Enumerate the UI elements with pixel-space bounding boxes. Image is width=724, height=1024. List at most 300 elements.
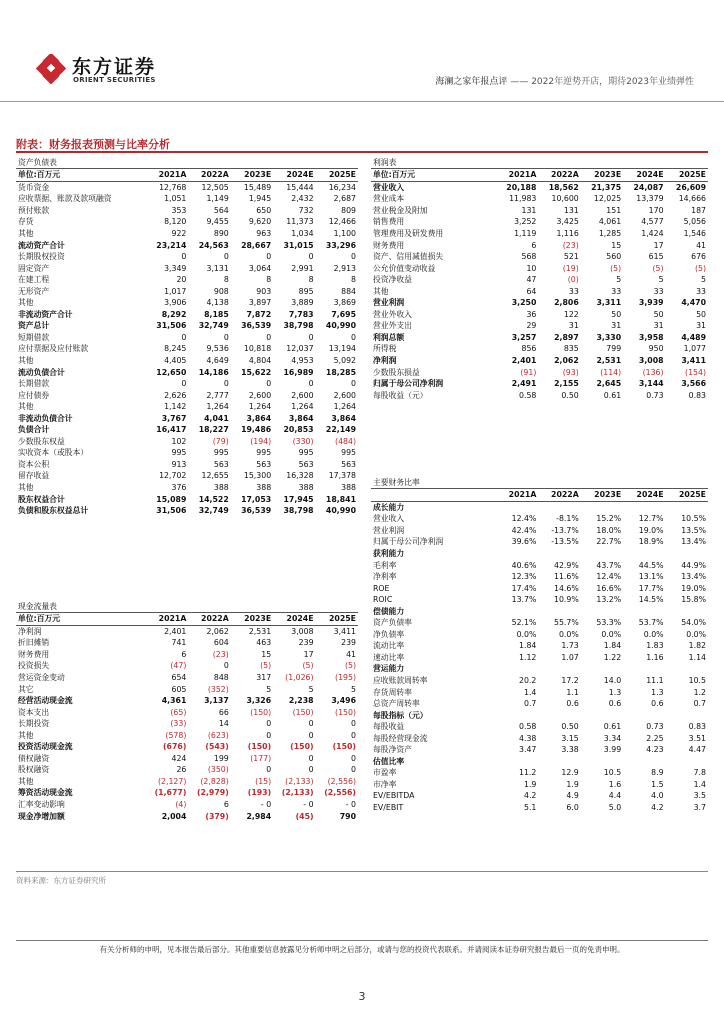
row-label: 应付票据及应付账款: [18, 344, 89, 354]
year-header: 2021A: [146, 169, 188, 182]
table-row: [16, 181, 358, 193]
row-label: 公允价值变动收益: [373, 263, 436, 273]
table-row: [371, 663, 708, 675]
balance-sheet-table: [16, 156, 358, 516]
value-cell: 12,768: [159, 182, 187, 192]
value-cell: 17,378: [328, 471, 356, 481]
row-label: 债权融资: [18, 753, 50, 763]
value-cell: 17,945: [283, 494, 314, 504]
unit-label: [371, 489, 496, 502]
logo-chinese-text: 东方证券: [72, 56, 157, 78]
value-cell: 24,563: [198, 240, 229, 250]
value-cell: 7,695: [331, 309, 356, 319]
value-cell: 0: [308, 765, 314, 775]
value-cell: 4.4: [608, 791, 622, 801]
value-cell: 26: [176, 765, 187, 775]
row-label: 在建工程: [18, 275, 50, 285]
table-title: 资产负债表: [18, 157, 57, 167]
row-label: 现金净增加额: [18, 811, 65, 821]
year-header: 2023E: [231, 169, 273, 182]
value-cell: (1,026): [285, 673, 314, 682]
table-row: [16, 389, 358, 401]
header-divider: [0, 101, 724, 102]
value-cell: (578): [165, 730, 187, 740]
row-label: 其他: [18, 730, 34, 740]
year-header: 2022A: [538, 169, 580, 182]
table-row: [16, 787, 358, 799]
value-cell: 3.99: [603, 745, 622, 755]
value-cell: 1.12: [519, 652, 537, 662]
value-cell: 31,506: [156, 506, 187, 516]
value-cell: 604: [213, 638, 229, 648]
value-cell: 29: [526, 321, 537, 331]
value-cell: 3,411: [681, 356, 706, 366]
value-cell: 0: [181, 252, 187, 262]
value-cell: 1,264: [206, 402, 229, 412]
value-cell: 10,600: [551, 194, 579, 204]
value-cell: 0: [266, 765, 272, 775]
table-row: [371, 332, 708, 344]
value-cell: 1,264: [248, 402, 272, 412]
value-cell: 15,489: [243, 182, 272, 192]
value-cell: 3,496: [331, 696, 356, 706]
table-row: [16, 424, 358, 436]
value-cell: (1,677): [154, 788, 187, 798]
value-cell: 564: [213, 205, 229, 215]
year-header: 2025E: [316, 169, 358, 182]
year-header: 2024E: [623, 489, 665, 502]
year-header: 2024E: [273, 613, 315, 626]
value-cell: 0.6: [651, 699, 664, 709]
value-cell: 42.9%: [554, 560, 579, 570]
value-cell: (154): [685, 367, 706, 377]
value-cell: 3,425: [556, 217, 579, 227]
value-cell: (65): [170, 707, 187, 717]
value-cell: 8,292: [161, 309, 187, 319]
row-label: 存货周转率: [373, 687, 412, 697]
value-cell: 13.1%: [638, 572, 664, 582]
table-row: [16, 625, 358, 637]
value-cell: 4,470: [681, 298, 706, 308]
value-cell: 12.4%: [596, 572, 622, 582]
value-cell: 9,455: [206, 217, 229, 227]
value-cell: 0.83: [688, 390, 706, 400]
value-cell: 17.2: [561, 676, 579, 686]
value-cell: 563: [213, 459, 229, 469]
value-cell: 8,120: [164, 217, 187, 227]
value-cell: 563: [298, 459, 314, 469]
table-row: [371, 548, 708, 560]
row-label: 负债合计: [18, 425, 50, 435]
value-cell: 2,531: [596, 356, 622, 366]
value-cell: [538, 709, 580, 721]
cash-flow-table: [16, 600, 358, 822]
row-label: 投资净收益: [373, 275, 412, 285]
value-cell: 8: [351, 275, 356, 285]
empty-cell: [538, 476, 580, 489]
value-cell: 3,064: [248, 263, 272, 273]
value-cell: 4,953: [291, 356, 314, 366]
empty-cell: [538, 156, 580, 169]
row-label: 每股指标（元）: [373, 710, 428, 720]
value-cell: 14.6%: [554, 583, 579, 593]
value-cell: 32,749: [198, 506, 229, 516]
source-note: 资料来源：东方证券研究所: [16, 876, 106, 885]
value-cell: 8: [266, 275, 272, 285]
row-label: 长期借款: [18, 379, 50, 389]
row-label: 无形资产: [18, 286, 50, 296]
value-cell: 8.9: [651, 768, 664, 778]
value-cell: 0: [351, 765, 356, 775]
empty-cell: [496, 476, 538, 489]
value-cell: 20: [176, 275, 187, 285]
table-row: [371, 285, 708, 297]
row-label: 资本支出: [18, 707, 50, 717]
table-header-row: [16, 169, 358, 182]
value-cell: 1,100: [333, 229, 356, 238]
row-label: 每股收益: [373, 722, 405, 732]
value-cell: 18,285: [325, 367, 356, 377]
table-row: [16, 309, 358, 321]
value-cell: 44.9%: [681, 560, 706, 570]
value-cell: 19.0%: [681, 583, 706, 593]
value-cell: 13.4%: [681, 537, 706, 547]
row-label: 营运资金变动: [18, 673, 65, 682]
row-label: 应收票据、账款及款项融资: [18, 194, 112, 204]
empty-cell: [666, 476, 708, 489]
year-header: 2022A: [188, 613, 230, 626]
value-cell: 12.7%: [638, 514, 664, 524]
empty-cell: [316, 600, 358, 613]
row-label: EV/EBITDA: [373, 791, 415, 801]
value-cell: 0.6: [608, 699, 622, 709]
value-cell: -13.5%: [551, 537, 579, 547]
value-cell: 5: [616, 275, 622, 285]
value-cell: 0.0%: [643, 629, 664, 639]
value-cell: (150): [332, 742, 356, 752]
value-cell: 3,252: [514, 217, 537, 227]
table-row: [16, 332, 358, 344]
value-cell: - 0: [303, 800, 314, 810]
value-cell: 5: [351, 684, 356, 694]
value-cell: 38,798: [283, 321, 314, 331]
table-title-row: [16, 600, 358, 613]
value-cell: 14.0: [603, 676, 622, 686]
row-label: 管理费用及研发费用: [373, 229, 444, 238]
value-cell: 1.2: [693, 687, 706, 697]
value-cell: (2,133): [285, 776, 314, 786]
value-cell: 908: [213, 286, 229, 296]
value-cell: 41: [696, 240, 706, 250]
value-cell: 20,188: [506, 182, 537, 192]
value-cell: 4,138: [206, 298, 229, 308]
table-row: [371, 675, 708, 687]
value-cell: 2,806: [554, 298, 579, 308]
value-cell: 0: [223, 332, 229, 342]
row-label: 其他: [18, 483, 34, 493]
table-row: [371, 262, 708, 274]
value-cell: (194): [250, 436, 272, 446]
value-cell: 12,037: [286, 344, 314, 354]
value-cell: 3,250: [511, 298, 537, 308]
value-cell: 2,991: [291, 263, 314, 273]
value-cell: 0.0%: [558, 629, 579, 639]
disclaimer-text: 有关分析师的申明，见本报告最后部分。其他重要信息披露见分析师申明之后部分，或请与您的投资代表联系。并请阅读本证券研究报告最后一页的免责申明。: [99, 945, 625, 954]
unit-label: 单位:百万元: [16, 613, 146, 626]
table-row: [371, 205, 708, 217]
value-cell: 19.0%: [638, 525, 664, 535]
value-cell: 1.07: [561, 652, 579, 662]
value-cell: 4,649: [206, 356, 229, 366]
value-cell: [623, 501, 665, 513]
value-cell: 1.9: [566, 779, 579, 789]
value-cell: 10.5%: [681, 514, 706, 524]
table-row: [371, 732, 708, 744]
value-cell: 799: [606, 344, 622, 354]
value-cell: 2.25: [646, 733, 664, 743]
value-cell: 122: [563, 309, 579, 319]
row-label: 非流动资产合计: [18, 309, 73, 319]
table-row: [16, 672, 358, 684]
value-cell: 12.9: [561, 768, 579, 778]
value-cell: 18,841: [325, 494, 356, 504]
value-cell: 18.0%: [596, 525, 622, 535]
value-cell: 3,939: [638, 298, 664, 308]
row-label: 成长能力: [373, 502, 405, 512]
value-cell: 1.6: [608, 779, 622, 789]
unit-label: 单位:百万元: [16, 169, 146, 182]
row-label: 投资损失: [18, 661, 50, 671]
value-cell: 21,375: [591, 182, 622, 192]
value-cell: 3,864: [331, 413, 356, 423]
value-cell: (177): [250, 753, 272, 763]
row-label: 资产、信用减值损失: [373, 252, 444, 262]
value-cell: 64: [526, 286, 537, 296]
table-header-row: [371, 489, 708, 502]
value-cell: 16,989: [283, 367, 314, 377]
value-cell: (543): [205, 742, 229, 752]
value-cell: 7.8: [693, 768, 706, 778]
value-cell: [623, 709, 665, 721]
value-cell: 1.14: [688, 652, 706, 662]
empty-cell: [666, 156, 708, 169]
table-row: [371, 389, 708, 401]
row-label: EV/EBIT: [373, 803, 404, 813]
value-cell: 424: [171, 753, 187, 763]
value-cell: 388: [256, 483, 272, 493]
value-cell: 44.5%: [638, 560, 664, 570]
value-cell: 388: [213, 483, 229, 493]
value-cell: [538, 501, 580, 513]
row-label: 实收资本（或股本）: [18, 448, 89, 458]
row-label: 归属于母公司净利润: [373, 537, 444, 547]
value-cell: 0.58: [519, 722, 537, 732]
value-cell: 890: [213, 229, 229, 238]
year-header: 2025E: [316, 613, 358, 626]
value-cell: [538, 756, 580, 768]
value-cell: (193): [247, 788, 272, 798]
value-cell: [666, 709, 708, 721]
value-cell: 14: [218, 719, 229, 729]
value-cell: 4.9: [566, 791, 579, 801]
value-cell: 5,092: [333, 356, 356, 366]
table-row: [16, 285, 358, 297]
table-row: [16, 228, 358, 240]
value-cell: 0.7: [693, 699, 706, 709]
value-cell: 102: [171, 436, 187, 446]
value-cell: 11.2: [519, 768, 537, 778]
value-cell: [538, 548, 580, 560]
value-cell: 0: [266, 730, 272, 740]
row-label: 营业外支出: [373, 321, 412, 331]
row-label: 净利润: [373, 356, 397, 366]
value-cell: 8: [223, 275, 229, 285]
value-cell: - 0: [260, 800, 272, 810]
value-cell: 1.82: [688, 641, 706, 651]
table-row: [371, 605, 708, 617]
value-cell: 1.4: [523, 687, 537, 697]
value-cell: 53.7%: [638, 618, 664, 628]
value-cell: 353: [171, 205, 187, 215]
row-label: 净负债率: [373, 629, 405, 639]
value-cell: [581, 605, 623, 617]
year-header: 2023E: [581, 169, 623, 182]
value-cell: 2,984: [246, 811, 272, 821]
disclaimer-divider: [16, 940, 708, 941]
value-cell: (5): [694, 263, 706, 273]
value-cell: 5.1: [523, 803, 537, 813]
value-cell: 12,505: [201, 182, 229, 192]
table-row: [16, 239, 358, 251]
value-cell: 1,119: [514, 229, 537, 238]
value-cell: (5): [344, 661, 356, 671]
value-cell: 5: [266, 684, 272, 694]
empty-cell: [316, 156, 358, 169]
row-label: 其他: [18, 402, 34, 412]
value-cell: [666, 663, 708, 675]
table-row: [371, 513, 708, 525]
value-cell: 563: [341, 459, 356, 469]
value-cell: [581, 501, 623, 513]
value-cell: 0.0%: [686, 629, 706, 639]
value-cell: [666, 756, 708, 768]
empty-cell: [146, 600, 188, 613]
value-cell: 3.38: [561, 745, 579, 755]
table-row: [16, 799, 358, 811]
value-cell: 2,432: [291, 194, 314, 204]
value-cell: 0: [223, 379, 229, 389]
year-header: 2025E: [666, 169, 708, 182]
value-cell: 3.15: [561, 733, 579, 743]
value-cell: 3.7: [693, 803, 706, 813]
value-cell: 963: [256, 229, 272, 238]
value-cell: 0.0%: [601, 629, 622, 639]
empty-cell: [581, 156, 623, 169]
value-cell: 1.73: [561, 641, 579, 651]
table-row: [371, 652, 708, 664]
value-cell: 0: [308, 730, 314, 740]
row-label: 其他: [18, 776, 34, 786]
value-cell: 376: [171, 483, 187, 493]
value-cell: (150): [290, 742, 314, 752]
value-cell: 6: [223, 800, 229, 810]
table-row: [16, 297, 358, 309]
table-row: [371, 193, 708, 205]
row-label: 其他: [18, 356, 34, 366]
value-cell: 1,017: [164, 286, 187, 296]
value-cell: 10.9%: [554, 595, 579, 605]
value-cell: (47): [170, 661, 187, 671]
value-cell: 13.4%: [681, 572, 706, 582]
value-cell: 0.83: [688, 722, 706, 732]
value-cell: 2,913: [333, 263, 356, 273]
value-cell: 654: [171, 673, 187, 682]
value-cell: [666, 605, 708, 617]
year-header: 2022A: [188, 169, 230, 182]
table-row: [16, 459, 358, 471]
value-cell: 1,264: [333, 402, 356, 412]
row-label: 净利率: [373, 572, 397, 582]
table-row: [16, 660, 358, 672]
value-cell: 8,185: [204, 309, 229, 319]
table-row: [371, 582, 708, 594]
value-cell: 13.7%: [511, 595, 537, 605]
value-cell: 995: [341, 448, 356, 458]
table-row: [16, 216, 358, 228]
table-row: [16, 205, 358, 217]
value-cell: 4.2: [651, 803, 664, 813]
value-cell: 42.4%: [511, 525, 537, 535]
table-row: [16, 718, 358, 730]
value-cell: 0.50: [561, 390, 579, 400]
value-cell: 3,311: [596, 298, 622, 308]
value-cell: 40.6%: [511, 560, 537, 570]
table-row: [16, 320, 358, 332]
value-cell: 4.0: [651, 791, 664, 801]
value-cell: 23,214: [156, 240, 187, 250]
value-cell: 922: [171, 229, 187, 238]
financial-ratios-table: [371, 476, 708, 813]
value-cell: [496, 501, 538, 513]
row-label: 获利能力: [373, 549, 405, 558]
table-title: 现金流量表: [18, 601, 57, 611]
value-cell: 12,466: [328, 217, 356, 227]
value-cell: 790: [339, 811, 356, 821]
value-cell: 1.9: [523, 779, 537, 789]
value-cell: 995: [213, 448, 229, 458]
row-label: 估值比率: [373, 756, 405, 766]
value-cell: 16,234: [328, 182, 356, 192]
value-cell: (2,979): [196, 788, 229, 798]
table-row: [371, 251, 708, 263]
table-row: [16, 649, 358, 661]
table-row: [371, 629, 708, 641]
value-cell: 15.8%: [681, 595, 706, 605]
value-cell: 5: [308, 684, 314, 694]
value-cell: 6: [531, 240, 537, 250]
value-cell: 4.38: [519, 733, 537, 743]
value-cell: 1.3: [651, 687, 664, 697]
table-row: [16, 729, 358, 741]
value-cell: 5: [658, 275, 664, 285]
value-cell: 388: [298, 483, 314, 493]
value-cell: 1,424: [641, 229, 664, 238]
value-cell: 0: [351, 730, 356, 740]
value-cell: 0: [266, 252, 272, 262]
year-header: 2025E: [666, 489, 708, 502]
value-cell: 2,626: [164, 390, 187, 400]
table-row: [371, 686, 708, 698]
